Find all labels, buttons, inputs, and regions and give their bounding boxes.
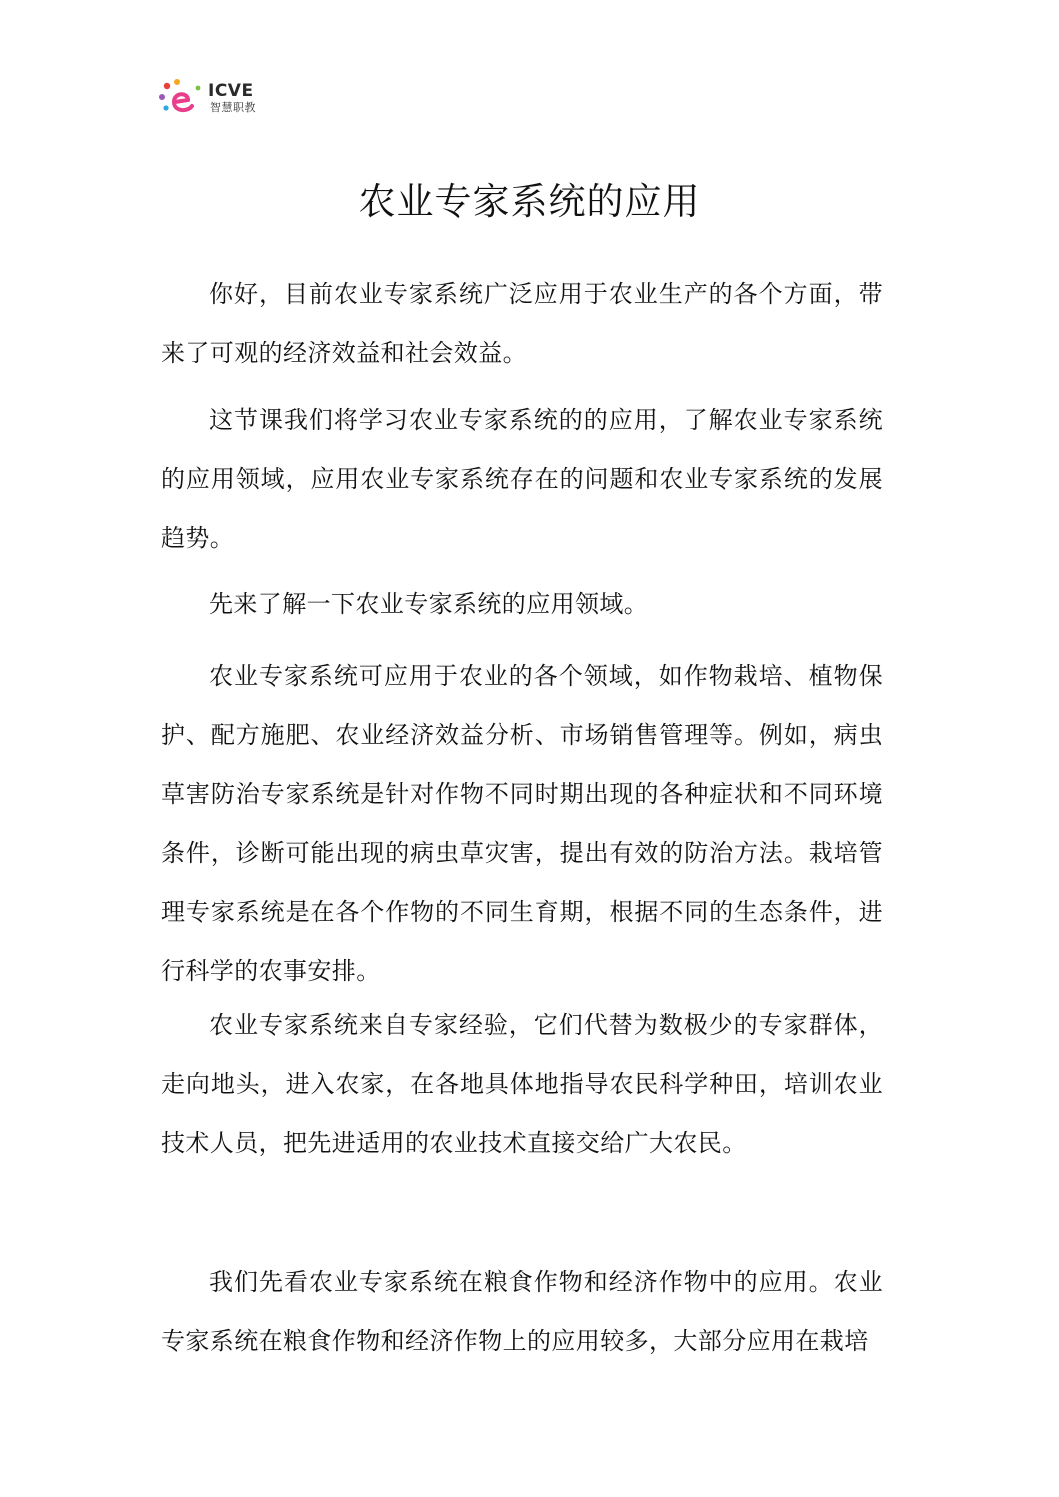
paragraph: 农业专家系统可应用于农业的各个领域，如作物栽培、植物保护、配方施肥、农业经济效益分析、市场销售管理等。例如，病虫草害防治专家系统是针对作物不同时期出现的各种症状和不同环境条件，诊断可能出现的病虫草灾害，提出有效的防治方法。栽培管理专家系统是在各个作物的不同生育期，根据不同的生态条件，进行科学的农事安排。 (161, 662, 883, 985)
paragraph: 农业专家系统来自专家经验，它们代替为数极少的专家群体，走向地头，进入农家，在各地具体地指导农民科学种田，培训农业技术人员，把先进适用的农业技术直接交给广大农民。 (161, 1011, 883, 1157)
paragraph-3-block (161, 575, 883, 634)
paragraph: 你好，目前农业专家系统广泛应用于农业生产的各个方面，带来了可观的经济效益和社会效益。 (161, 280, 883, 367)
paragraph-4-block (161, 647, 883, 1001)
icve-logo (158, 78, 268, 120)
paragraph: 我们先看农业专家系统在粮食作物和经济作物中的应用。农业专家系统在粮食作物和经济作物上的应用较多，大部分应用在栽培 (161, 1268, 883, 1355)
paragraph-6-block (161, 1253, 883, 1371)
icve-logo-icon (158, 78, 206, 120)
paragraph-1-block (161, 265, 883, 383)
document-title: 农业专家系统的应用 (358, 180, 701, 223)
paragraph: 这节课我们将学习农业专家系统的的应用，了解农业专家系统的应用领域，应用农业专家系统存在的问题和农业专家系统的发展趋势。 (161, 406, 883, 552)
paragraph: 先来了解一下农业专家系统的应用领域。 (209, 590, 649, 618)
logo-subtitle: 智慧职教 (210, 101, 256, 114)
paragraph-2-block (161, 391, 883, 568)
paragraph-5-block (161, 996, 883, 1173)
logo-brand-text: ICVE (208, 81, 254, 101)
